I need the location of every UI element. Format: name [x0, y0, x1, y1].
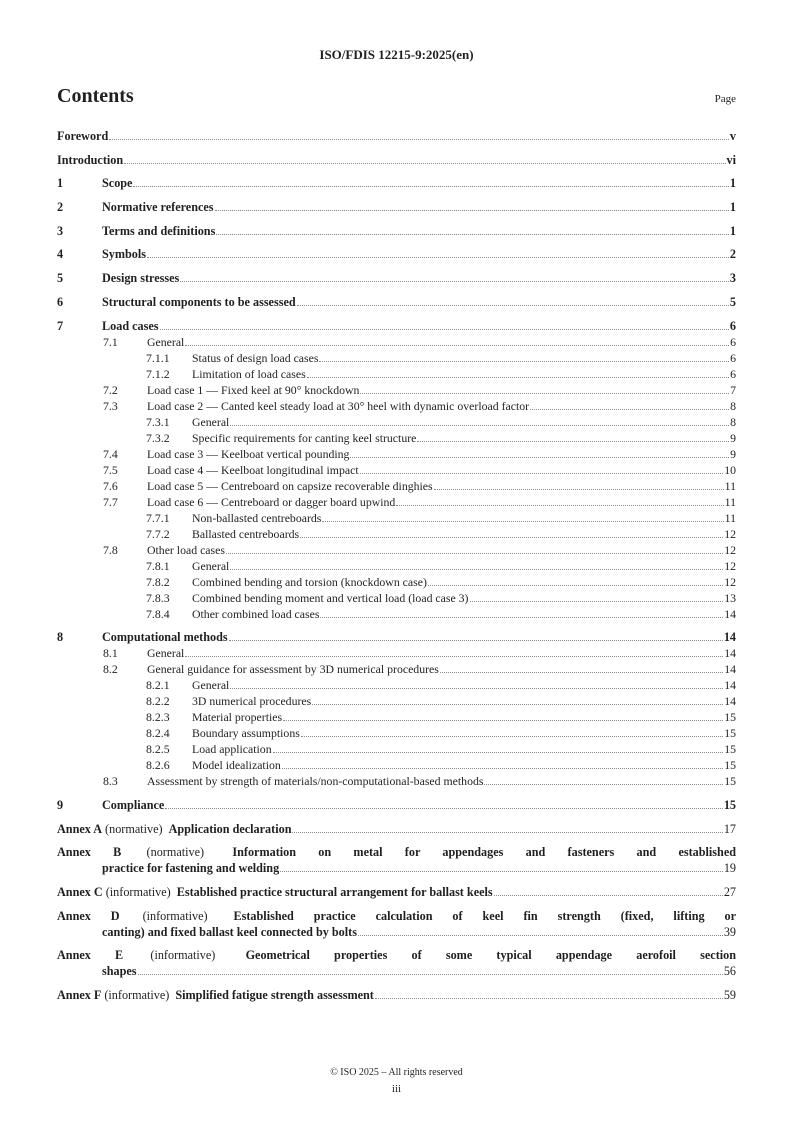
dot-leader [230, 687, 723, 689]
toc-entry-page[interactable]: 11 [724, 510, 736, 525]
toc-entry[interactable] [57, 741, 736, 757]
dot-leader [160, 328, 729, 330]
toc-entry-title[interactable]: Load cases [102, 318, 159, 333]
toc-entry-title[interactable]: Introduction [57, 152, 124, 167]
toc-entry-number: 7.2 [103, 382, 118, 397]
annex-page[interactable]: 59 [723, 988, 736, 1002]
annex-title-continued[interactable]: shapes [102, 964, 137, 979]
toc-entry-page[interactable]: 14 [724, 662, 736, 677]
toc-entry-title[interactable]: Load case 4 — Keelboat longitudinal impact [147, 462, 359, 477]
toc-entry-number: 8 [57, 630, 64, 645]
toc-entry[interactable] [57, 223, 736, 239]
toc-entry[interactable] [57, 677, 736, 693]
toc-entry-title[interactable]: General [192, 678, 230, 693]
toc-entry-number: 4 [57, 247, 64, 262]
dot-leader [428, 584, 723, 586]
toc-entry-page[interactable]: 15 [723, 797, 736, 812]
toc-entry-number: 8.3 [103, 774, 118, 789]
toc-entry-number: 7.3.2 [146, 430, 170, 445]
dot-leader [124, 162, 725, 164]
dot-leader [319, 360, 729, 362]
toc-entry-title[interactable]: General [192, 558, 230, 573]
toc-entry-title[interactable]: Structural components to be assessed [102, 294, 296, 309]
dot-leader [417, 440, 729, 442]
annex-page[interactable]: 17 [723, 821, 736, 836]
dot-leader [312, 703, 723, 705]
dot-leader [226, 552, 723, 554]
dot-leader [282, 767, 723, 769]
toc-entry-number: 8.1 [103, 646, 118, 661]
dot-leader [358, 934, 723, 936]
toc-entry[interactable] [57, 590, 736, 606]
toc-entry-title[interactable]: Computational methods [102, 630, 228, 645]
toc-entry-number: 9 [57, 797, 64, 812]
dot-leader [396, 504, 723, 506]
annex-title[interactable]: Established practice calculation of keel fin strength (fixed, lifting or [233, 908, 737, 923]
toc-entry-number: 7.3 [103, 398, 118, 413]
toc-entry-title[interactable]: Normative references [102, 200, 214, 215]
toc-entry[interactable] [57, 693, 736, 709]
toc-entry[interactable] [57, 382, 736, 398]
toc-entry-page[interactable]: 12 [724, 574, 736, 589]
toc-entry[interactable] [57, 645, 736, 661]
toc-entry-page[interactable]: 8 [730, 398, 736, 413]
toc-entries [57, 128, 736, 813]
toc-entry-number: 7.7.2 [146, 526, 170, 541]
toc-entry-page[interactable]: 6 [730, 350, 736, 365]
dot-leader [185, 655, 723, 657]
toc-entry[interactable] [57, 797, 736, 813]
toc-entry-title[interactable]: Load case 3 — Keelboat vertical pounding [147, 446, 350, 461]
dot-leader [360, 472, 724, 474]
toc-entry-page[interactable]: 13 [724, 590, 736, 605]
toc-entry-title[interactable]: Ballasted centreboards [192, 526, 300, 541]
toc-entry-title[interactable]: General [147, 334, 185, 349]
annex-entries [57, 821, 736, 1003]
toc-entry[interactable] [57, 773, 736, 789]
toc-entry-title[interactable]: Combined bending and torsion (knockdown case) [192, 574, 427, 589]
toc-entry-title[interactable]: Assessment by strength of materials/non-computational-based methods [147, 774, 484, 789]
toc-entry-number: 7.6 [103, 478, 118, 493]
toc-entry-number: 7.8 [103, 542, 118, 557]
toc-entry-page[interactable]: 6 [730, 334, 736, 349]
toc-entry-title[interactable]: Load application [192, 742, 272, 757]
dot-leader [307, 376, 729, 378]
annex-title[interactable]: Information on metal for appendages and fasteners and established [232, 845, 737, 860]
copyright-footer: © ISO 2025 – All rights reserved [330, 1067, 463, 1078]
toc-entry[interactable] [57, 334, 736, 350]
toc-entry[interactable] [57, 446, 736, 462]
toc-entry-page[interactable]: 10 [724, 462, 736, 477]
toc-entry-number: 7.1.2 [146, 366, 170, 381]
toc-entry-page[interactable]: 11 [724, 494, 736, 509]
annex-title-continued[interactable]: canting) and fixed ballast keel connected by bolts [102, 924, 357, 939]
dot-leader [185, 344, 729, 346]
toc-entry-page[interactable]: 14 [723, 630, 736, 645]
toc-entry-number: 7.1.1 [146, 350, 170, 365]
annex-type: (normative) [105, 821, 163, 836]
toc-entry-page[interactable]: v [729, 129, 736, 143]
toc-entry-title[interactable]: General [147, 646, 185, 661]
dot-leader [229, 639, 723, 641]
toc-entry-number: 7.3.1 [146, 414, 170, 429]
dot-leader [147, 256, 729, 258]
toc-entry-title[interactable]: Load case 2 — Canted keel steady load at 30° heel with dynamic overload factor [147, 398, 530, 413]
toc-entry-page[interactable]: 14 [724, 606, 736, 621]
toc-entry[interactable] [57, 494, 736, 510]
toc-annex-entry[interactable] [57, 884, 736, 900]
toc-entry-page[interactable]: 15 [724, 742, 736, 757]
toc-entry[interactable] [57, 430, 736, 446]
toc-entry-title[interactable]: Symbols [102, 247, 147, 262]
toc-entry-title[interactable]: Load case 5 — Centreboard on capsize recoverable dinghies [147, 478, 433, 493]
toc-entry-page[interactable]: 9 [730, 430, 736, 445]
toc-entry[interactable] [57, 350, 736, 366]
document-id-header: ISO/FDIS 12215-9:2025(en) [319, 47, 474, 62]
dot-leader [273, 751, 724, 753]
dot-leader [165, 807, 723, 809]
dot-leader [133, 185, 728, 187]
dot-leader [470, 600, 724, 602]
toc-annex-entry[interactable] [57, 844, 736, 876]
toc-entry[interactable] [57, 152, 736, 168]
toc-entry-page[interactable]: vi [726, 152, 736, 167]
toc-entry-number: 6 [57, 294, 64, 309]
dot-leader [301, 735, 723, 737]
dot-leader [530, 408, 729, 410]
annex-type: (normative) [146, 845, 205, 860]
dot-leader [180, 280, 729, 282]
annex-title[interactable]: Simplified fatigue strength assessment [175, 988, 374, 1002]
toc-entry-title[interactable]: General [192, 414, 230, 429]
dot-leader [230, 568, 723, 570]
annex-title[interactable]: Established practice structural arrangement for ballast keels [176, 884, 493, 899]
toc-entry-page[interactable]: 1 [729, 176, 736, 191]
dot-leader [440, 671, 723, 673]
dot-leader [138, 973, 723, 975]
dot-leader [320, 616, 723, 618]
toc-entry-title[interactable]: Status of design load cases [192, 350, 319, 365]
toc-entry[interactable] [57, 661, 736, 677]
toc-entry-number: 7 [57, 318, 64, 333]
annex-label: Annex A [57, 821, 103, 836]
dot-leader [484, 783, 723, 785]
annex-label: Annex F [57, 988, 102, 1002]
annex-type: (informative) [105, 884, 171, 899]
toc-entry[interactable] [57, 629, 736, 645]
dot-leader [494, 894, 723, 896]
toc-entry-number: 3 [57, 223, 64, 238]
toc-entry-title[interactable]: Compliance [102, 797, 165, 812]
toc-entry[interactable] [57, 558, 736, 574]
toc-entry-page[interactable]: 7 [730, 382, 736, 397]
toc-entry[interactable] [57, 574, 736, 590]
toc-entry-page[interactable]: 15 [724, 710, 736, 725]
toc-entry-title[interactable]: Design stresses [102, 271, 180, 286]
toc-entry-title[interactable]: Scope [102, 176, 133, 191]
toc-entry[interactable] [57, 414, 736, 430]
toc-entry-page[interactable]: 11 [724, 478, 736, 493]
toc-entry-number: 7.8.4 [146, 606, 170, 621]
toc-entry-title[interactable]: Material properties [192, 710, 283, 725]
toc-entry-title[interactable]: General guidance for assessment by 3D numerical procedures [147, 662, 439, 677]
toc-entry-title[interactable]: Model idealization [192, 758, 281, 773]
dot-leader [280, 870, 723, 872]
toc-entry-number: 8.2.3 [146, 710, 170, 725]
toc-entry-title[interactable]: Load case 1 — Fixed keel at 90° knockdown [147, 382, 360, 397]
toc-entry-title[interactable]: Non-ballasted centreboards [192, 510, 322, 525]
toc-entry-title[interactable]: 3D numerical procedures [192, 694, 312, 709]
contents-heading: Contents [57, 85, 134, 107]
toc-entry[interactable] [57, 366, 736, 382]
dot-leader [350, 456, 729, 458]
annex-page[interactable]: 39 [723, 924, 736, 939]
toc-entry-page[interactable]: 12 [724, 526, 736, 541]
toc-entry-title[interactable]: Load case 6 — Centreboard or dagger board upwind [147, 494, 396, 509]
toc-entry-page[interactable]: 15 [724, 726, 736, 741]
annex-label: Annex B [57, 845, 122, 860]
dot-leader [230, 424, 729, 426]
dot-leader [109, 138, 729, 140]
toc-entry-number: 1 [57, 176, 64, 191]
toc-entry-page[interactable]: 2 [729, 247, 736, 262]
toc-entry-page[interactable]: 3 [729, 271, 736, 286]
toc-entry[interactable] [57, 128, 736, 144]
toc-entry-number: 7.1 [103, 334, 118, 349]
toc-entry-page[interactable]: 14 [724, 678, 736, 693]
toc-annex-entry[interactable] [57, 908, 736, 940]
toc-entry[interactable] [57, 606, 736, 622]
toc-entry[interactable] [57, 294, 736, 310]
annex-label: Annex E [57, 948, 124, 963]
annex-title[interactable]: Application declaration [168, 821, 292, 836]
toc-entry-page[interactable]: 12 [724, 542, 736, 557]
toc-entry[interactable] [57, 175, 736, 191]
toc-entry[interactable] [57, 510, 736, 526]
toc-entry[interactable] [57, 246, 736, 262]
toc-entry-number: 8.2.2 [146, 694, 170, 709]
annex-type: (informative) [150, 948, 216, 963]
dot-leader [215, 209, 729, 211]
annex-page[interactable]: 56 [723, 964, 736, 979]
toc-entry-number: 7.7.1 [146, 510, 170, 525]
toc-entry-page[interactable]: 6 [729, 318, 736, 333]
toc-entry[interactable] [57, 462, 736, 478]
toc-entry[interactable] [57, 757, 736, 773]
toc-annex-entry[interactable] [57, 987, 736, 1003]
toc-entry-number: 8.2.6 [146, 758, 170, 773]
dot-leader [360, 392, 729, 394]
toc-entry-number: 7.8.1 [146, 558, 170, 573]
toc-entry-number: 7.8.3 [146, 590, 170, 605]
toc-annex-entry[interactable] [57, 947, 736, 979]
toc-entry[interactable] [57, 526, 736, 542]
toc-entry-title[interactable]: Foreword [57, 129, 109, 143]
dot-leader [434, 488, 724, 490]
toc-entry[interactable] [57, 270, 736, 286]
toc-entry-title[interactable]: Limitation of load cases [192, 366, 306, 381]
dot-leader [300, 536, 723, 538]
toc-entry-title[interactable]: Specific requirements for canting keel structure [192, 430, 417, 445]
annex-page[interactable]: 19 [723, 861, 736, 876]
annex-title-continued[interactable]: practice for fastening and welding [102, 861, 280, 876]
toc-entry[interactable] [57, 542, 736, 558]
dot-leader [292, 831, 722, 833]
dot-leader [216, 233, 729, 235]
toc-entry-number: 8.2.5 [146, 742, 170, 757]
toc-entry-page[interactable]: 15 [724, 774, 736, 789]
annex-label: Annex C [57, 884, 103, 899]
toc-entry-page[interactable]: 15 [724, 758, 736, 773]
toc-entry-number: 2 [57, 200, 64, 215]
dot-leader [283, 719, 723, 721]
toc-entry-page[interactable]: 12 [724, 558, 736, 573]
annex-label: Annex D [57, 908, 120, 923]
dot-leader [297, 304, 729, 306]
toc-entry[interactable] [57, 478, 736, 494]
toc-entry-number: 8.2.1 [146, 678, 170, 693]
toc-entry-page[interactable]: 5 [729, 294, 736, 309]
toc-entry-page[interactable]: 14 [724, 694, 736, 709]
toc-entry-title[interactable]: Boundary assumptions [192, 726, 300, 741]
toc-entry-title[interactable]: Combined bending moment and vertical load (load case 3) [192, 590, 469, 605]
page-column-label: Page [714, 93, 736, 105]
toc-entry-number: 5 [57, 271, 64, 286]
annex-type: (informative) [104, 988, 170, 1002]
toc-entry-number: 7.7 [103, 494, 118, 509]
toc-entry[interactable] [57, 199, 736, 215]
toc-entry-page[interactable]: 9 [730, 446, 736, 461]
toc-entry-page[interactable]: 8 [730, 414, 736, 429]
toc-entry-number: 8.2.4 [146, 726, 170, 741]
toc-entry-number: 7.4 [103, 446, 118, 461]
toc-entry-title[interactable]: Other combined load cases [192, 606, 320, 621]
table-of-contents [57, 128, 736, 1003]
dot-leader [322, 520, 723, 522]
toc-entry-title[interactable]: Terms and definitions [102, 223, 216, 238]
toc-annex-entry[interactable] [57, 821, 736, 837]
dot-leader [375, 997, 723, 999]
toc-entry[interactable] [57, 725, 736, 741]
toc-entry[interactable] [57, 709, 736, 725]
toc-entry[interactable] [57, 398, 736, 414]
toc-entry-page[interactable]: 1 [729, 200, 736, 215]
annex-title[interactable]: Geometrical properties of some typical appendage aerofoil section [245, 948, 737, 963]
annex-page[interactable]: 27 [723, 884, 736, 899]
annex-type: (informative) [142, 908, 208, 923]
page-number: iii [391, 1083, 402, 1095]
toc-entry-page[interactable]: 14 [724, 646, 736, 661]
toc-entry-title[interactable]: Other load cases [147, 542, 225, 557]
toc-entry-page[interactable]: 6 [730, 366, 736, 381]
toc-entry-number: 7.8.2 [146, 574, 170, 589]
toc-entry[interactable] [57, 318, 736, 334]
toc-entry-number: 8.2 [103, 662, 118, 677]
toc-entry-page[interactable]: 1 [729, 223, 736, 238]
toc-entry-number: 7.5 [103, 462, 118, 477]
